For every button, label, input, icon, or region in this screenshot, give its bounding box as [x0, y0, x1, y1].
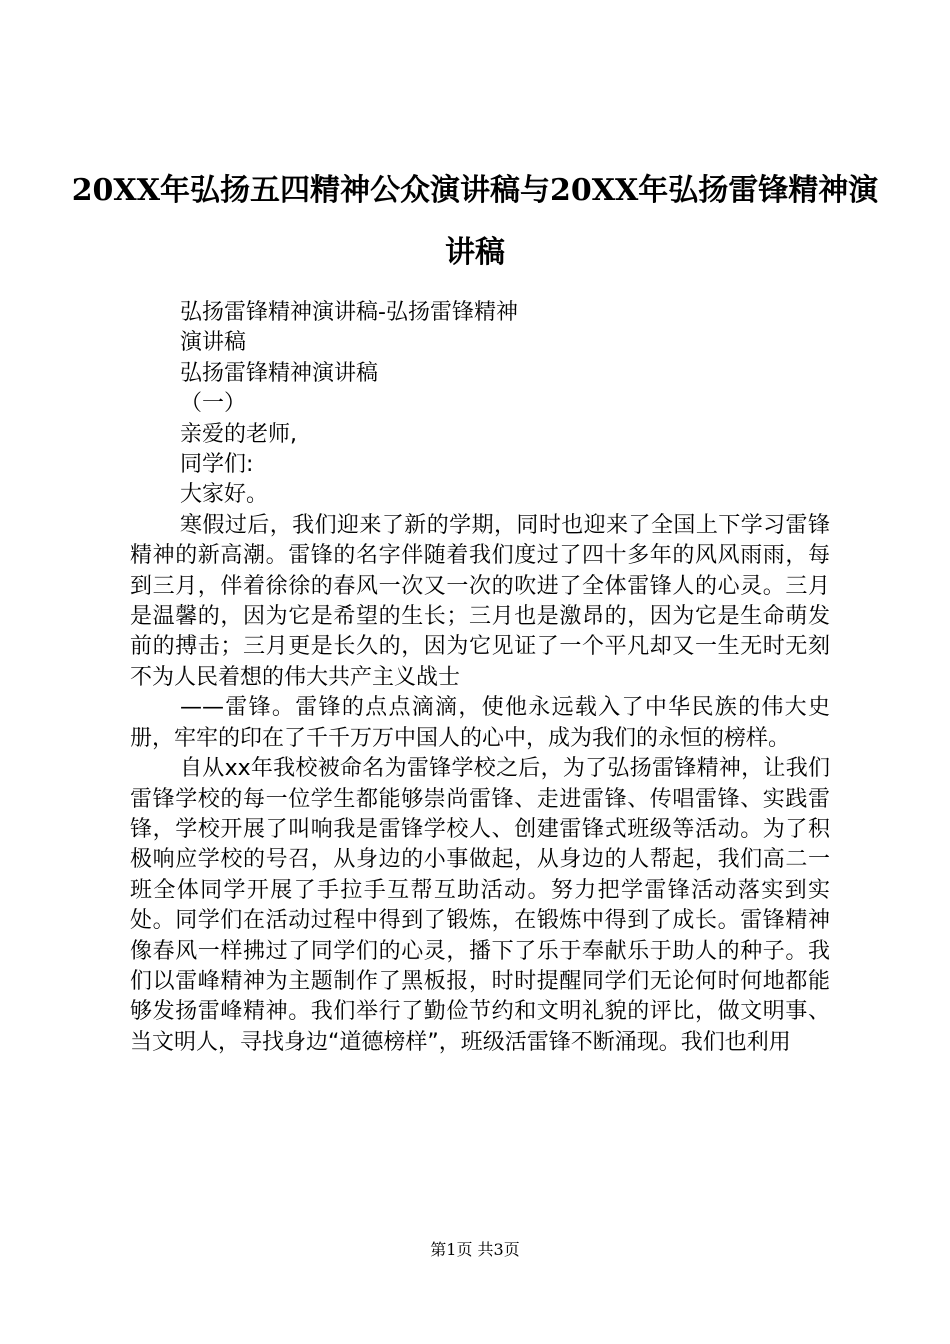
section-number: （一） — [180, 391, 247, 417]
paragraph-2: ——雷锋。雷锋的点点滴滴，使他永远载入了中华民族的伟大史册，牢牢的印在了千千万万中国人的心中，成为我们的永恒的榜样。 — [130, 695, 830, 751]
salutation-teachers: 亲爱的老师, — [180, 421, 297, 447]
subtitle-line-1: 弘扬雷锋精神演讲稿-弘扬雷锋精神 — [180, 300, 518, 325]
paragraph-3: 自从xx年我校被命名为雷锋学校之后，为了弘扬雷锋精神，让我们雷锋学校的每一位学生都能够崇尚雷锋、走进雷锋、传唱雷锋、实践雷锋，学校开展了叫响我是雷锋学校人、创建雷锋式班级等活动。为了积极响应学校的号召，从身边的小事做起，从身边的人帮起，我们高二一班全体同学开展了手拉手互帮互助活动。努力把学雷锋活动落实到实处。同学们在活动过程中得到了锻炼，在锻炼中得到了成长。雷锋精神像春风一样拂过了同学们的心灵，播下了乐于奉献乐于助人的种子。我们以雷峰精神为主题制作了黑板报，时时提醒同学们无论何时何地都能够发扬雷峰精神。我们举行了勤俭节约和文明礼貌的评比，做文明事、当文明人，寻找身边“道德榜样”，班级活雷锋不断涌现。我们也利用 — [130, 756, 830, 1055]
page-footer: 第1页 共3页 — [430, 1240, 520, 1259]
paragraph-1: 寒假过后，我们迎来了新的学期，同时也迎来了全国上下学习雷锋精神的新高潮。雷锋的名字伴随着我们度过了四十多年的风风雨雨，每到三月，伴着徐徐的春风一次又一次的吹进了全体雷锋人的心灵。三月是温馨的，因为它是希望的生长；三月也是激昂的，因为它是生命萌发前的搏击；三月更是长久的，因为它见证了一个平凡却又一生无时无刻不为人民着想的伟大共产主义战士 — [130, 512, 830, 690]
greeting: 大家好。 — [180, 482, 269, 508]
subtitle-line-2: 演讲稿 — [180, 330, 247, 356]
salutation-students: 同学们: — [180, 452, 254, 478]
document-title: 20XX年弘扬五四精神公众演讲稿与20XX年弘扬雷锋精神演讲稿 — [71, 173, 879, 270]
subtitle-line-3: 弘扬雷锋精神演讲稿 — [180, 360, 379, 386]
document-body — [130, 298, 830, 1058]
